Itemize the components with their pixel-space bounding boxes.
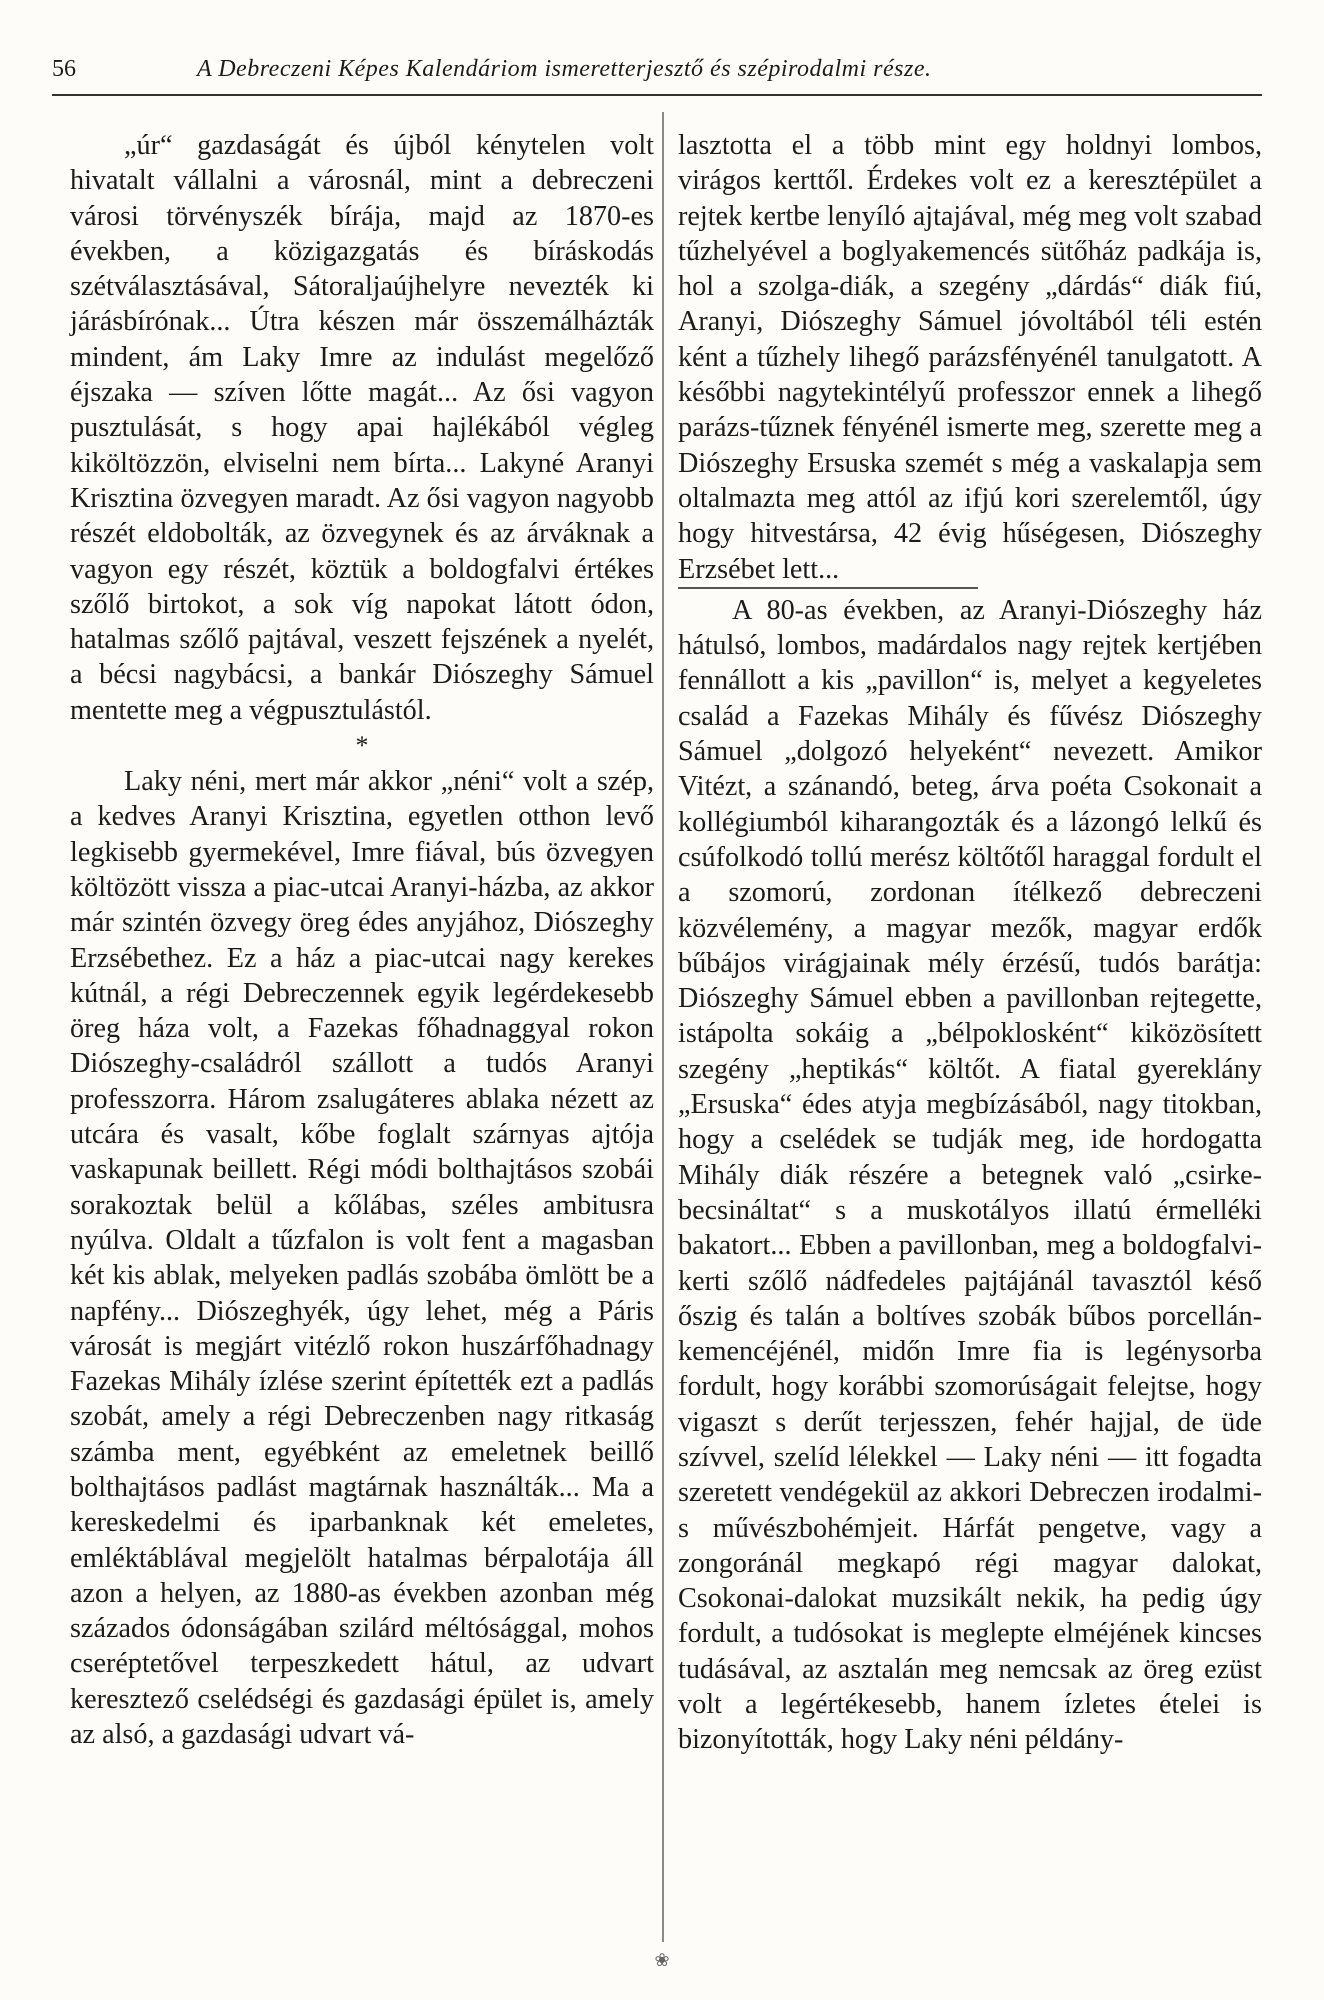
column-divider bbox=[662, 112, 664, 1942]
right-paragraph-2: A 80-as években, az Aranyi-Diószeghy ház hátulsó, lombos, madárdalos nagy rejtek kertjében fennállott a kis „pavillon“ is, melyet a kegyeletes család a Fazekas Mihály és fűvész Diószeghy Sámuel „dolgozó helyeként“ nevezett. Amikor Vitézt, a szánandó, beteg, árva poéta Csokonait a kollégiumból kiharangozták és a lázongó lelkű és csúfolkodó tollú merész költőtől haraggal fordult el a szomorú, zordonan ítélkező debreczeni közvélemény, a magyar mezők, magyar erdők bűbájos virágjainak mély érzésű, tudós barátja: Diószeghy Sámuel ebben a pavillonban rejtegette, istápolta sokáig a „bélpoklosként“ kiközösített szegény „heptikás“ költőt. A fiatal gyereklány „Ersuska“ édes atyja megbízásából, nagy titokban, hogy a cselédek se tudják meg, ide hordogatta Mihály diák részére a betegnek való „csirke-becsináltat“ s a muskotályos illatú érmelléki bakatort... Ebben a pavillonban, meg a boldogfalvi-kerti szőlő nádfedeles pajtájánál tavasztól késő őszig és talán a boltíves szobák bűbos porcellán-kemencéjénél, midőn Imre fia is legénysorba fordult, hogy korábbi szomorúságait felejtse, hogy vigaszt s derűt terjesszen, fehér hajjal, de üde szívvel, szelíd lélekkel — Laky néni — itt fogadta szeretett vendégekül az akkori Debreczen irodalmi- s művészbohémjeit. Hárfát pengetve, vagy a zongoránál megkapó régi magyar dalokat, Csokonai-dalokat muzsikált nekik, ha pedig úgy fordult, a tudósokat is meglepte elméjének kincses tudásával, az asztalán meg nemcsak az öreg ezüst volt a legértékesebb, hanem ízletes ételei is bizonyították, hogy Laky néni példány- bbox=[678, 594, 1262, 1756]
right-column bbox=[678, 128, 1262, 1758]
page-number: 56 bbox=[52, 56, 76, 82]
footer-ornament-icon: ❀ bbox=[654, 1950, 670, 1970]
running-title: A Debreczeni Képes Kalendáriom ismeretterjesztő és szépirodalmi része. bbox=[197, 56, 932, 82]
left-paragraph-2: Laky néni, mert már akkor „néni“ volt a szép, a kedves Aranyi Krisztina, egyetlen otthon levő legkisebb gyermekével, Imre fiával, bús özvegyen költözött vissza a piac-utcai Aranyi-házba, az akkor már szintén özvegy öreg édes anyjához, Diószeghy Erzsébethez. Ez a ház a piac-utcai nagy kerekes kútnál, a régi Debreczennek egyik legérdekesebb öreg háza volt, a Fazekas főhadnaggyal rokon Diószeghy-családról szállott a tudós Aranyi professzorra. Három zsalugáteres ablaka nézett az utcára és vasalt, kőbe foglalt szárnyas ajtója vaskapunak beillett. Régi módi bolthajtásos szobái sorakoztak belül a kőlábas, széles ambitusra nyúlva. Oldalt a tűzfalon is volt fent a magasban két kis ablak, melyeken padlás szobába ömlött be a napfény... Diószeghyék, úgy lehet, még a Páris városát is megjárt vitézlő rokon huszárfőhadnagy Fazekas Mihály ízlése szerint építették ezt a padlás szobát, amely a régi Debreczenben nagy ritkaság számba ment, egyébként az emeletnek beillő bolthajtásos padlást magtárnak használták... Ma a kereskedelmi és iparbanknak két emeletes, emléktáblával megjelölt hatalmas bérpalotája áll azon a helyen, az 1880-as években azonban még százados ódonságában szilárd méltósággal, mohos cseréptetővel terpeszkedett hátul, az udvart keresztező cselédségi és gazdasági épület is, amely az alsó, a gazdasági udvart vá- bbox=[70, 766, 654, 1751]
paragraph-rule bbox=[678, 587, 978, 589]
right-paragraph-1: lasztotta el a több mint egy holdnyi lombos, virágos kerttől. Érdekes volt ez a keresztépület a rejtek kertbe lenyíló ajtajával, még meg volt szabad tűzhelyével a boglyakemencés sütőház padkája is, hol a szolga-diák, a szegény „dárdás“ diák fiú, Aranyi, Diószeghy Sámuel jóvoltából téli estén ként a tűzhely lihegő parázsfényénél tanulgatott. A későbbi nagytekintélyű professzor ennek a lihegő parázs-tűznek fényénél ismerte meg, szerette meg a Diószeghy Ersuska szemét s még a vaskalapja sem oltalmazta meg attól az ifjú kori szerelemtől, úgy hogy hitvestársa, 42 évig hűségesen, Diószeghy Erzsébet lett... bbox=[678, 130, 1262, 585]
section-separator: * bbox=[355, 731, 369, 761]
left-column bbox=[70, 128, 654, 1752]
page-header bbox=[52, 50, 1262, 96]
left-paragraph-1: „úr“ gazdaságát és újból kénytelen volt hivatalt vállalni a városnál, mint a debreczeni városi törvényszék bírája, majd az 1870-es években, a közigazgatás és bíráskodás szétválasztásával, Sátoraljaújhelyre nevezték ki járásbírónak... Útra készen már összemálházták mindent, ám Laky Imre az indulást megelőző éjszaka — szíven lőtte magát... Az ősi vagyon pusztulását, s hogy apai hajlékából végleg kiköltözzön, elviselni nem bírta... Lakyné Aranyi Krisztina özvegyen maradt. Az ősi vagyon nagyobb részét eldobolták, az özvegynek és az árváknak a vagyon egy részét, köztük a boldogfalvi értékes szőlő birtokot, a sok víg napokat látott ódon, hatalmas szőlő pajtával, veszett fejszének a nyelét, a bécsi nagybácsi, a bankár Diószeghy Sámuel mentette meg a végpusztulástól. bbox=[70, 130, 654, 726]
